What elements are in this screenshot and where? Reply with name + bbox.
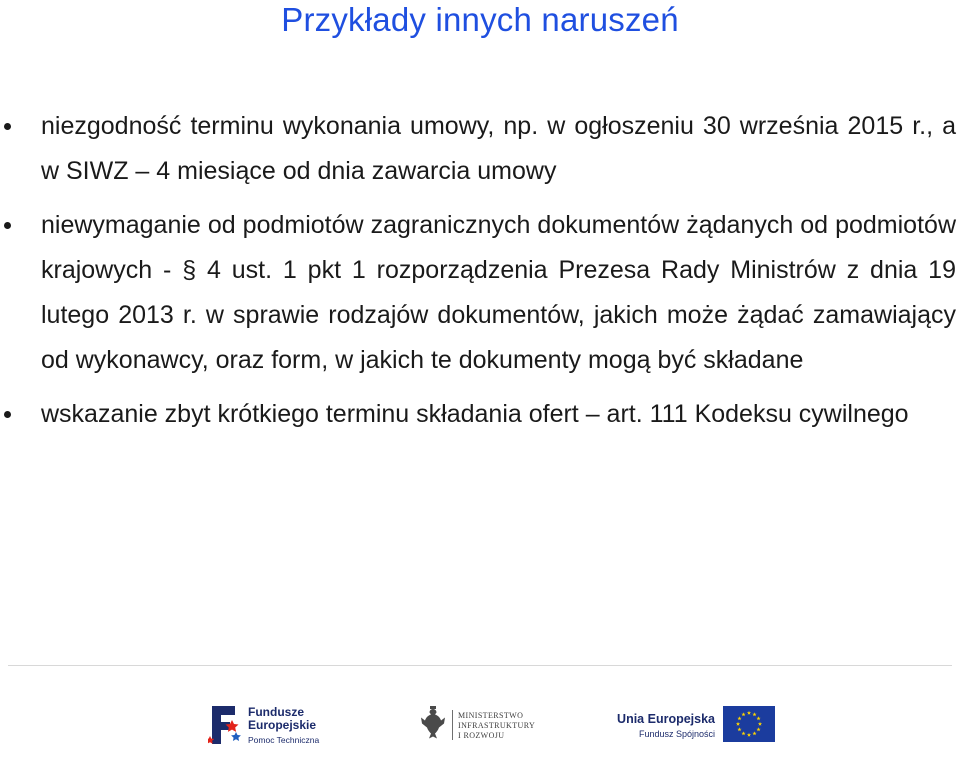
ministry-divider xyxy=(452,710,453,740)
bullet-item-foreign-documents xyxy=(0,203,960,383)
unia-europejska-label: Unia Europejska xyxy=(617,712,715,726)
bullet-item-offer-deadline xyxy=(0,392,960,437)
ministry-line-2: INFRASTRUKTURY xyxy=(458,721,536,730)
bullet-text: niezgodność terminu wykonania umowy, np. w ogłoszeniu 30 września 2015 r., a w SIWZ – 4 miesiące od dnia zawarcia umowy xyxy=(41,112,956,185)
fundusze-europejskie-logo xyxy=(208,702,336,750)
bullet-list xyxy=(0,104,960,437)
bullet-text: niewymaganie od podmiotów zagranicznych dokumentów żądanych od podmiotów krajowych - § 4 ust. 1 pkt 1 rozporządzenia Prezesa Rady Ministrów z dnia 19 lutego 2013 r. w sprawie rodzajów dokumentów, jakich może żądać zamawiający od wykonawcy, oraz form, w jakich te dokumenty mogą być składane xyxy=(41,211,956,374)
bullet-dot xyxy=(4,411,11,418)
footer-divider xyxy=(8,665,952,666)
fundusz-spojnosci-label: Fundusz Spójności xyxy=(638,729,715,739)
bullet-item-contract-deadline xyxy=(0,104,960,194)
polish-eagle-icon xyxy=(418,706,448,742)
pomoc-techniczna-label: Pomoc Techniczna xyxy=(248,735,320,745)
bullet-text: wskazanie zbyt krótkiego terminu składania ofert – art. 111 Kodeksu cywilnego xyxy=(41,400,909,428)
fundusze-europejskie-mark-icon xyxy=(208,702,244,748)
ministry-line-3: I ROZWOJU xyxy=(458,731,505,740)
ministry-infrastructure-logo xyxy=(418,706,538,746)
bullet-dot xyxy=(4,222,11,229)
bullet-dot xyxy=(4,123,11,130)
fundusze-label: Fundusze xyxy=(248,705,304,719)
footer-logo-bar xyxy=(0,690,960,765)
european-union-logo xyxy=(615,706,775,750)
europejskie-label: Europejskie xyxy=(248,718,317,732)
slide-title: Przykłady innych naruszeń xyxy=(281,1,679,38)
ministry-line-1: MINISTERSTWO xyxy=(458,711,524,720)
eu-flag-icon xyxy=(723,706,775,742)
